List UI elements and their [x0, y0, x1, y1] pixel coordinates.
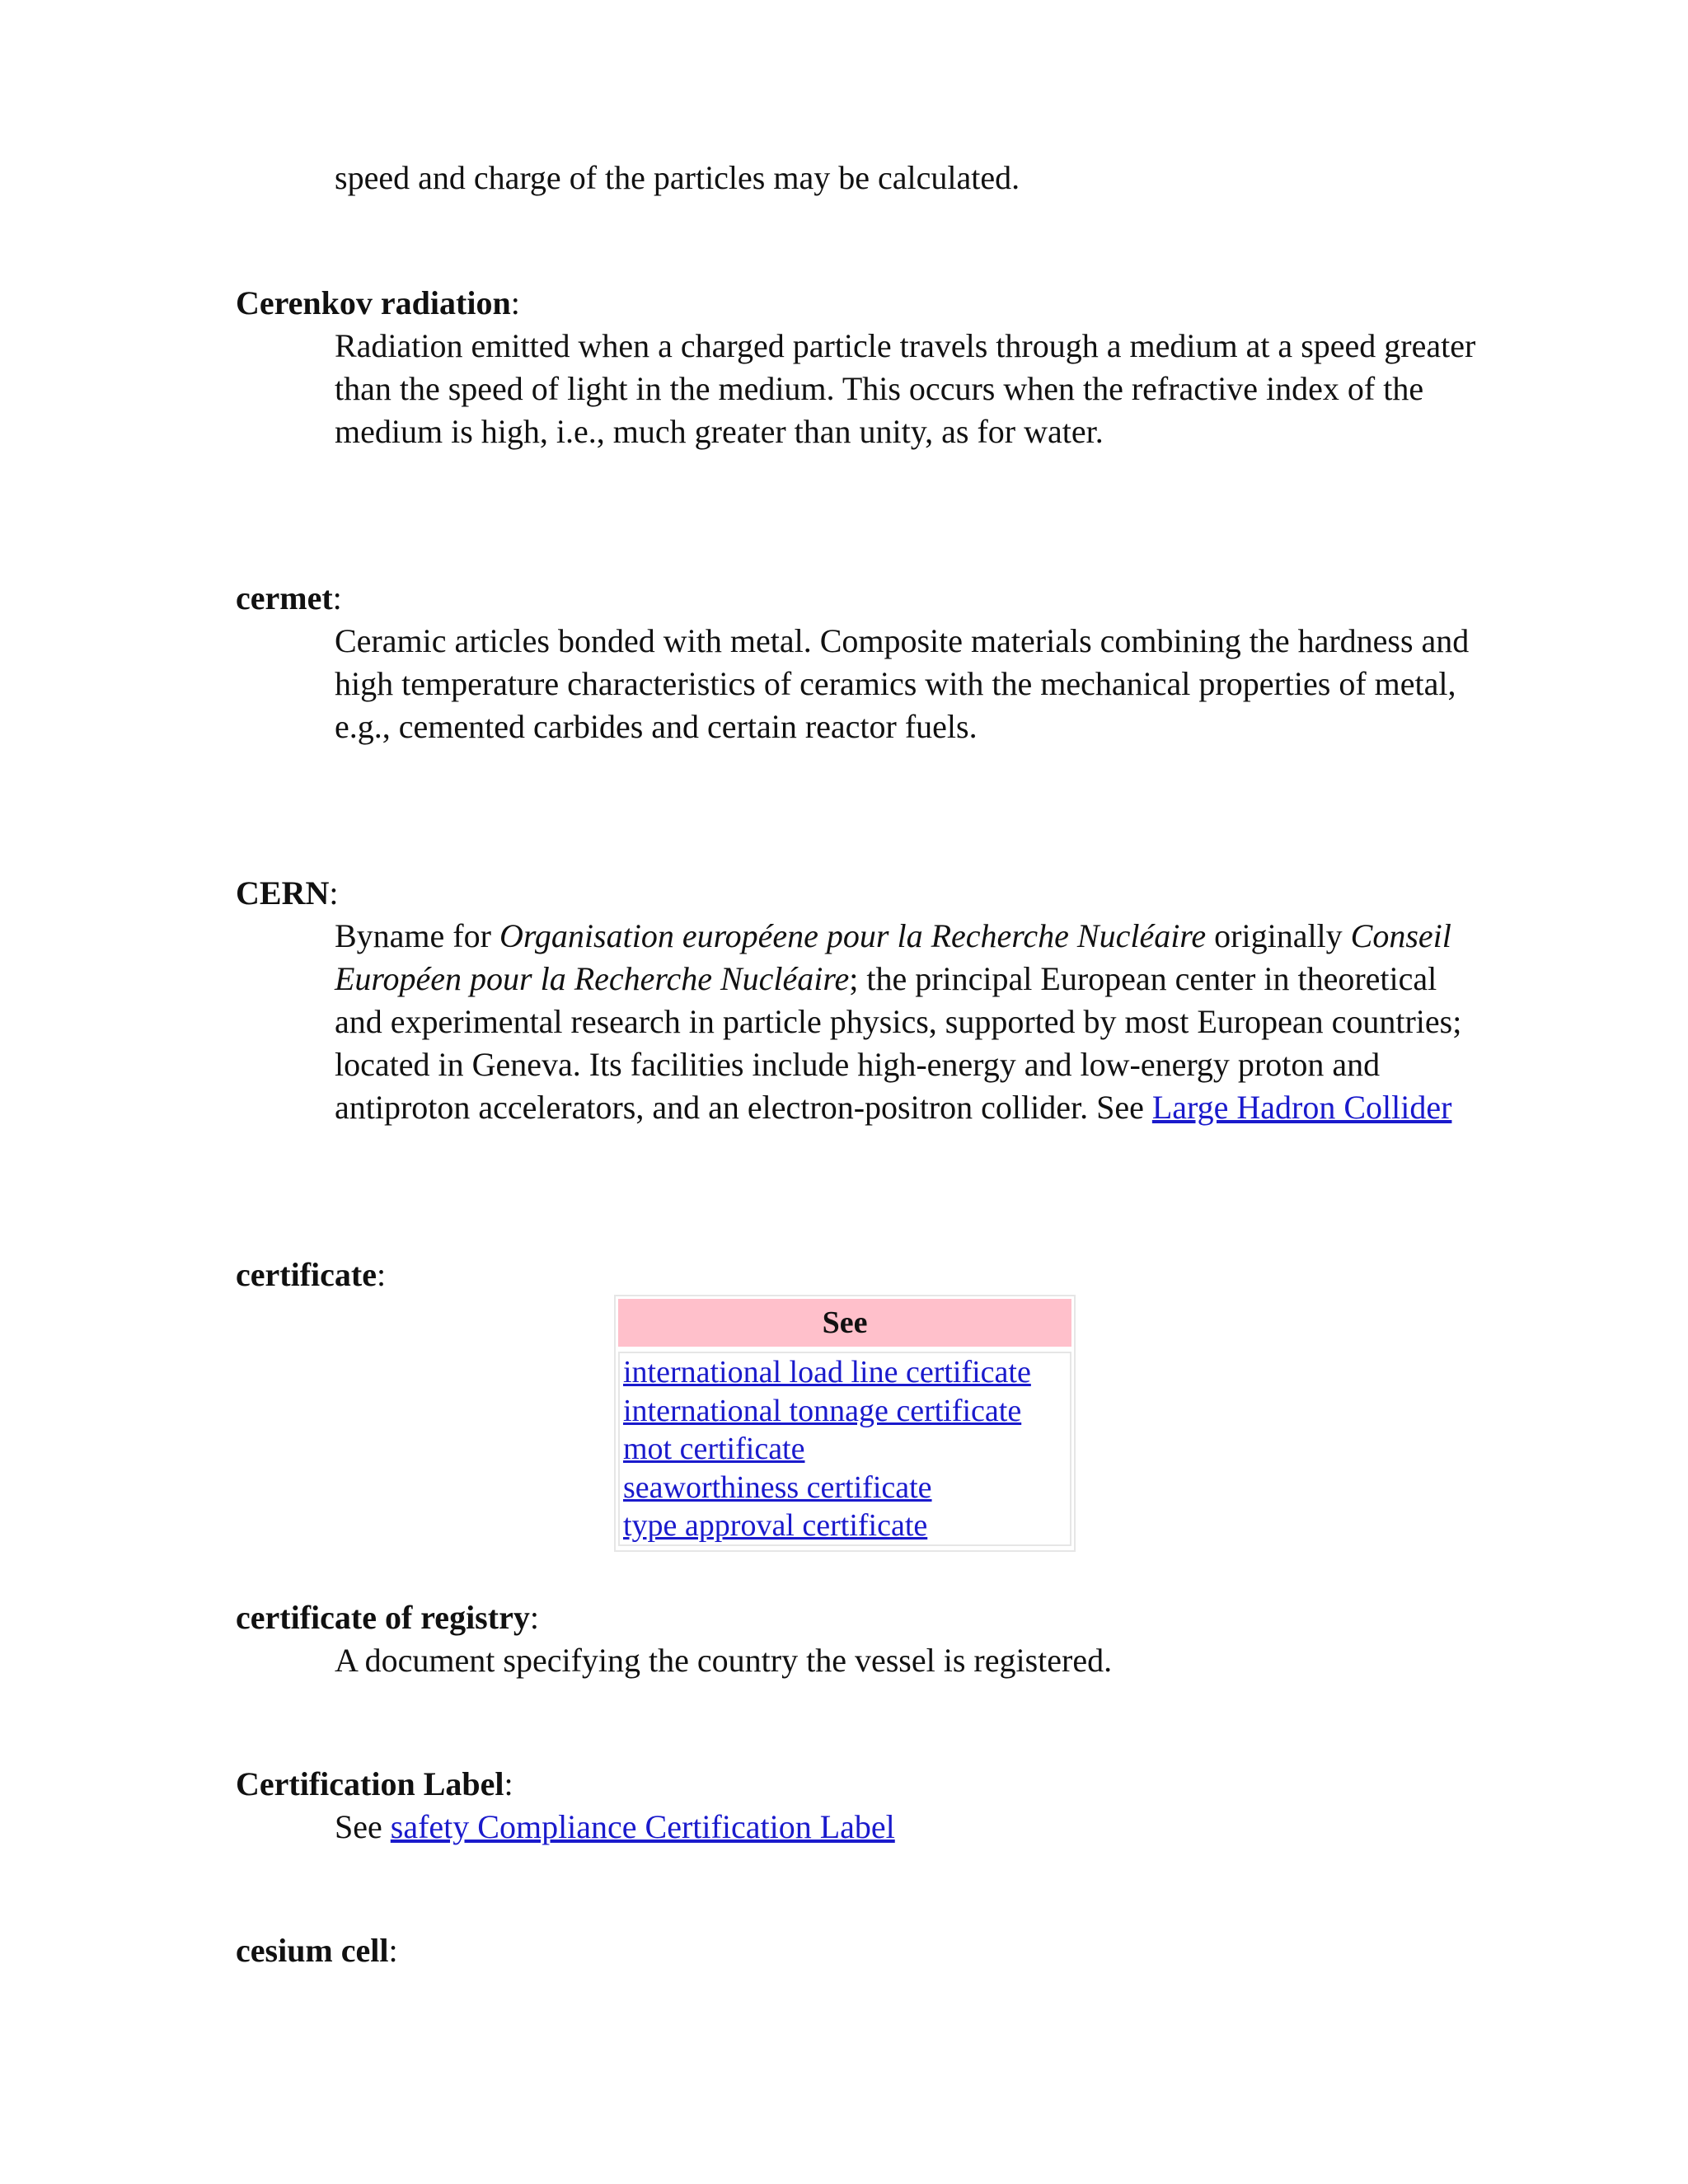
term-label: CERN	[236, 874, 330, 912]
link-seaworthiness-certificate[interactable]: seaworthiness certificate	[623, 1469, 932, 1505]
term-label: cesium cell	[236, 1932, 389, 1969]
definition-italic-name: Conseil Européen pour la Recherche Nucléaire	[335, 917, 1451, 997]
definition-text: ; the principal European center in theoretical and experimental research in particle physics, supported by most European countries; located in Geneva. Its facilities include high-energy and low-energy proton and antiproton accelerators, and an electron-positron collider. See	[335, 960, 1462, 1126]
term-label: cermet	[236, 579, 333, 616]
see-also-header: See	[618, 1299, 1071, 1347]
see-also-list-cell	[618, 1352, 1071, 1546]
link-safety-compliance-certification-label[interactable]: safety Compliance Certification Label	[390, 1808, 895, 1845]
definition-text: Byname for	[335, 917, 499, 954]
list-item	[623, 1469, 1070, 1507]
link-type-approval-certificate[interactable]: type approval certificate	[623, 1508, 928, 1543]
list-item	[623, 1392, 1070, 1431]
link-international-tonnage-certificate[interactable]: international tonnage certificate	[623, 1393, 1022, 1428]
term-label: certificate	[236, 1256, 377, 1293]
see-also-list	[620, 1353, 1070, 1545]
link-large-hadron-collider[interactable]: Large Hadron Collider	[1151, 1089, 1452, 1126]
term-label: Certification Label	[236, 1765, 504, 1802]
definition-certification-label	[335, 1806, 1489, 1849]
term-cerenkov-radiation: Cerenkov radiation:	[236, 284, 520, 321]
definition-italic-name: Organisation européene pour la Recherche Nucléaire	[499, 917, 1207, 954]
list-item	[623, 1430, 1070, 1469]
see-also-table	[614, 1295, 1076, 1552]
term-certification-label: Certification Label:	[236, 1765, 513, 1802]
definition-cern	[335, 915, 1489, 1129]
term-certificate: certificate:	[236, 1256, 387, 1293]
definition-text: See	[335, 1808, 391, 1845]
link-international-load-line-certificate[interactable]: international load line certificate	[623, 1355, 1031, 1390]
term-label: Cerenkov radiation	[236, 284, 511, 321]
list-item	[623, 1353, 1070, 1392]
term-certificate-of-registry: certificate of registry:	[236, 1599, 539, 1636]
term-label: certificate of registry	[236, 1599, 530, 1636]
term-cermet: cermet:	[236, 579, 342, 616]
term-cern: CERN:	[236, 874, 339, 912]
definition-text: originally	[1206, 917, 1351, 954]
definition-cerenkov-radiation: Radiation emitted when a charged particle travels through a medium at a speed greater than the speed of light in the medium. This occurs when the refractive index of the medium is high, i.e., much greater than unity, as for water.	[335, 327, 1476, 450]
term-cesium-cell: cesium cell:	[236, 1932, 398, 1969]
link-mot-certificate[interactable]: mot certificate	[623, 1432, 805, 1466]
continued-definition: speed and charge of the particles may be calculated.	[335, 159, 1020, 196]
definition-certificate-of-registry: A document specifying the country the vessel is registered.	[335, 1642, 1113, 1679]
definition-cermet: Ceramic articles bonded with metal. Composite materials combining the hardness and high temperature characteristics of ceramics with the mechanical properties of metal, e.g., cemented carbides and certain reactor fuels.	[335, 622, 1470, 745]
list-item	[623, 1507, 1070, 1545]
